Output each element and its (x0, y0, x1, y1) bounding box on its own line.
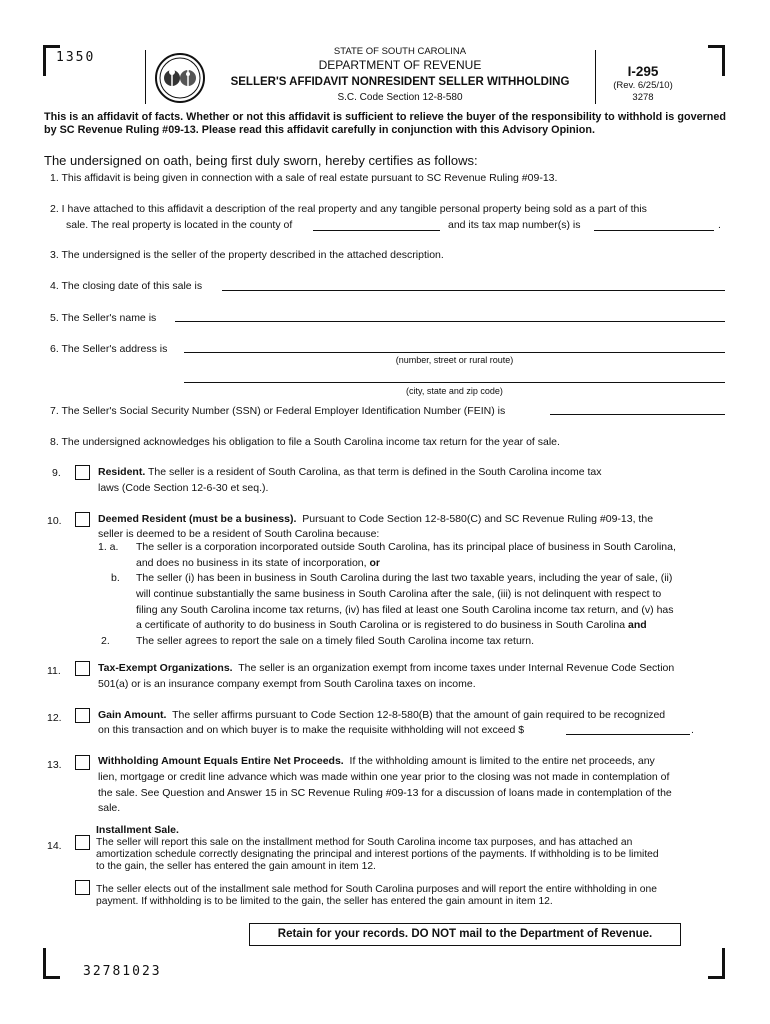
item-14-heading: Installment Sale. (96, 824, 179, 836)
retain-notice: Retain for your records. DO NOT mail to the Department of Revenue. (249, 923, 681, 946)
item-11-heading: Tax-Exempt Organizations. (98, 662, 233, 674)
item-11-number: 11. (47, 665, 61, 677)
item-10-b-line-2: will continue substantially the same business in South Carolina after the sale, (iii) is not delinquent with respect to (136, 588, 662, 600)
item-10-text-1: Pursuant to Code Section 12-8-580(C) and SC Revenue Ruling #09-13, the (302, 513, 654, 525)
form-number: I-295 (627, 64, 659, 79)
item-13-text (98, 754, 655, 769)
item-7-label: 7. The Seller's Social Security Number (SSN) or Federal Employer Identification Number (FEIN) is (50, 405, 506, 417)
resident-checkbox[interactable] (75, 465, 90, 480)
item-10-1a-label: 1. a. (98, 541, 119, 553)
address-street-caption: (number, street or rural route) (395, 355, 514, 365)
code-section: S.C. Code Section 12-8-580 (337, 92, 463, 103)
item-10-b-line-3: filing any South Carolina income tax returns, (iv) has filed at least one South Carolina income tax return, and (v) has (136, 604, 674, 616)
item-2-period: . (718, 219, 721, 231)
item-14-text-2: amortization schedule correctly designating the principal and interest portions of the payments. If withholding is to be limited (96, 849, 659, 860)
header-divider-right (595, 50, 596, 104)
header-divider-left (145, 50, 146, 104)
address-city-caption: (city, state and zip code) (406, 386, 503, 396)
item-12-number: 12. (47, 712, 62, 724)
item-14b-text-1: The seller elects out of the installment sale method for South Carolina purposes and will report the entire withholding in one (96, 884, 657, 895)
net-proceeds-checkbox[interactable] (75, 755, 90, 770)
state-seal-icon (152, 52, 208, 104)
item-13-text-2: lien, mortgage or credit line advance which was made within one year prior to the closing was not made in contemplation of (98, 771, 670, 783)
corner-mark-bottom-left (43, 948, 60, 979)
item-13-number: 13. (47, 759, 62, 771)
item-13-heading: Withholding Amount Equals Entire Net Proceeds. (98, 755, 344, 767)
item-10-heading: Deemed Resident (must be a business). (98, 513, 297, 525)
item-5-label: 5. The Seller's name is (50, 312, 157, 324)
item-11-text-2: 501(a) or is an insurance company exempt from South Carolina taxes on income. (98, 678, 476, 690)
item-10-text (98, 512, 728, 527)
item-10-1a-line-2 (136, 556, 380, 571)
gain-amount-field[interactable] (566, 734, 690, 735)
item-9-text-2: laws (Code Section 12-6-30 et seq.). (98, 482, 269, 494)
form-id: 3278 (632, 92, 654, 103)
corner-mark-top-right (708, 45, 725, 76)
seller-address-street-field[interactable] (184, 352, 725, 353)
elect-out-installment-checkbox[interactable] (75, 880, 90, 895)
item-8-text: 8. The undersigned acknowledges his obligation to file a South Carolina income tax return for the year of sale. (50, 436, 560, 448)
item-10-text-2: seller is deemed to be a resident of South Carolina because: (98, 528, 380, 540)
intro-statement: This is an affidavit of facts. Whether or not this affidavit is sufficient to relieve the buyer of the responsibility to withhold is governed by SC Revenue Ruling #09-13. Please read this affidavit carefully in conjunction with this Advisory Opinion. (44, 111, 726, 136)
item-2-county-label: sale. The real property is located in the county of (66, 219, 293, 231)
item-13-text-4: sale. (98, 802, 121, 814)
form-code: 1350 (56, 50, 96, 65)
item-9-heading: Resident. (98, 466, 146, 478)
corner-mark-bottom-right (708, 948, 725, 979)
item-10-1a-line-2-text: and does no business in its state of incorporation, (136, 557, 367, 569)
form-title: SELLER'S AFFIDAVIT NONRESIDENT SELLER WITHHOLDING (230, 76, 570, 88)
item-10-b-line-1: The seller (i) has been in business in South Carolina during the last two taxable years, including the year of sale, (ii) (136, 572, 673, 584)
item-10-b-line-4 (136, 618, 647, 633)
oath-statement: The undersigned on oath, being first duly sworn, hereby certifies as follows: (44, 153, 478, 168)
item-14-text-3: to the gain, the seller has entered the gain amount in item 12. (96, 861, 376, 872)
item-14b-text-2: payment. If withholding is to be limited to the gain, the seller has entered the gain amount in item 12. (96, 896, 553, 907)
item-10-2-text: The seller agrees to report the sale on a timely filed South Carolina income tax return. (136, 635, 535, 647)
item-9-number: 9. (52, 467, 61, 479)
item-4-label: 4. The closing date of this sale is (50, 280, 203, 292)
item-12-period: . (691, 724, 694, 736)
item-14-text-1: The seller will report this sale on the installment method for South Carolina income tax purposes, and has attached an (96, 837, 633, 848)
item-10-1a-or: or (369, 557, 380, 569)
item-2-text: 2. I have attached to this affidavit a description of the real property and any tangible personal property being sold as a part of this (50, 203, 647, 215)
item-11-text-1: The seller is an organization exempt from income taxes under Internal Revenue Code Section (238, 662, 675, 674)
item-10-b-label: b. (111, 572, 120, 584)
seller-name-field[interactable] (175, 321, 725, 322)
item-9-text (98, 465, 728, 480)
department-name: DEPARTMENT OF REVENUE (318, 58, 482, 72)
item-3-text: 3. The undersigned is the seller of the property described in the attached description. (50, 249, 444, 261)
deemed-resident-checkbox[interactable] (75, 512, 90, 527)
item-9-text-1: The seller is a resident of South Carolina, as that term is defined in the South Carolina income tax (148, 466, 602, 478)
item-2-taxmap-label: and its tax map number(s) is (448, 219, 581, 231)
item-1-text: 1. This affidavit is being given in connection with a sale of real estate pursuant to SC Revenue Ruling #09-13. (50, 172, 558, 184)
footer-code: 32781023 (83, 964, 162, 979)
item-10-b-line-4-text: a certificate of authority to do business in South Carolina or is registered to do business in South Carolina (136, 619, 626, 631)
seller-address-city-field[interactable] (184, 382, 725, 383)
item-12-heading: Gain Amount. (98, 709, 167, 721)
item-13-text-3: the sale. See Question and Answer 15 in SC Revenue Ruling #09-13 for a discussion of loans made in contemplation of the (98, 787, 672, 799)
item-10-number: 10. (47, 515, 62, 527)
item-13-text-1: If the withholding amount is limited to the entire net proceeds, any (349, 755, 655, 767)
item-14-number: 14. (47, 840, 62, 852)
installment-sale-checkbox[interactable] (75, 835, 90, 850)
county-field[interactable] (313, 230, 440, 231)
item-10-1a-line-1: The seller is a corporation incorporated outside South Carolina, has its principal place of business in South Carolina, (136, 541, 676, 553)
state-name: STATE OF SOUTH CAROLINA (333, 46, 467, 57)
item-10-b-and: and (628, 619, 647, 631)
tax-map-number-field[interactable] (594, 230, 714, 231)
item-12-text (98, 708, 665, 723)
item-12-text-2: on this transaction and on which buyer is to make the requisite withholding will not exceed $ (98, 724, 525, 736)
item-12-text-1: The seller affirms pursuant to Code Section 12-8-580(B) that the amount of gain required to be recognized (172, 709, 666, 721)
tax-exempt-checkbox[interactable] (75, 661, 90, 676)
item-10-2-label: 2. (101, 635, 110, 647)
item-6-label: 6. The Seller's address is (50, 343, 168, 355)
closing-date-field[interactable] (222, 290, 725, 291)
item-11-text (98, 661, 674, 676)
ssn-fein-field[interactable] (550, 414, 725, 415)
gain-amount-checkbox[interactable] (75, 708, 90, 723)
revision-date: (Rev. 6/25/10) (613, 80, 673, 91)
